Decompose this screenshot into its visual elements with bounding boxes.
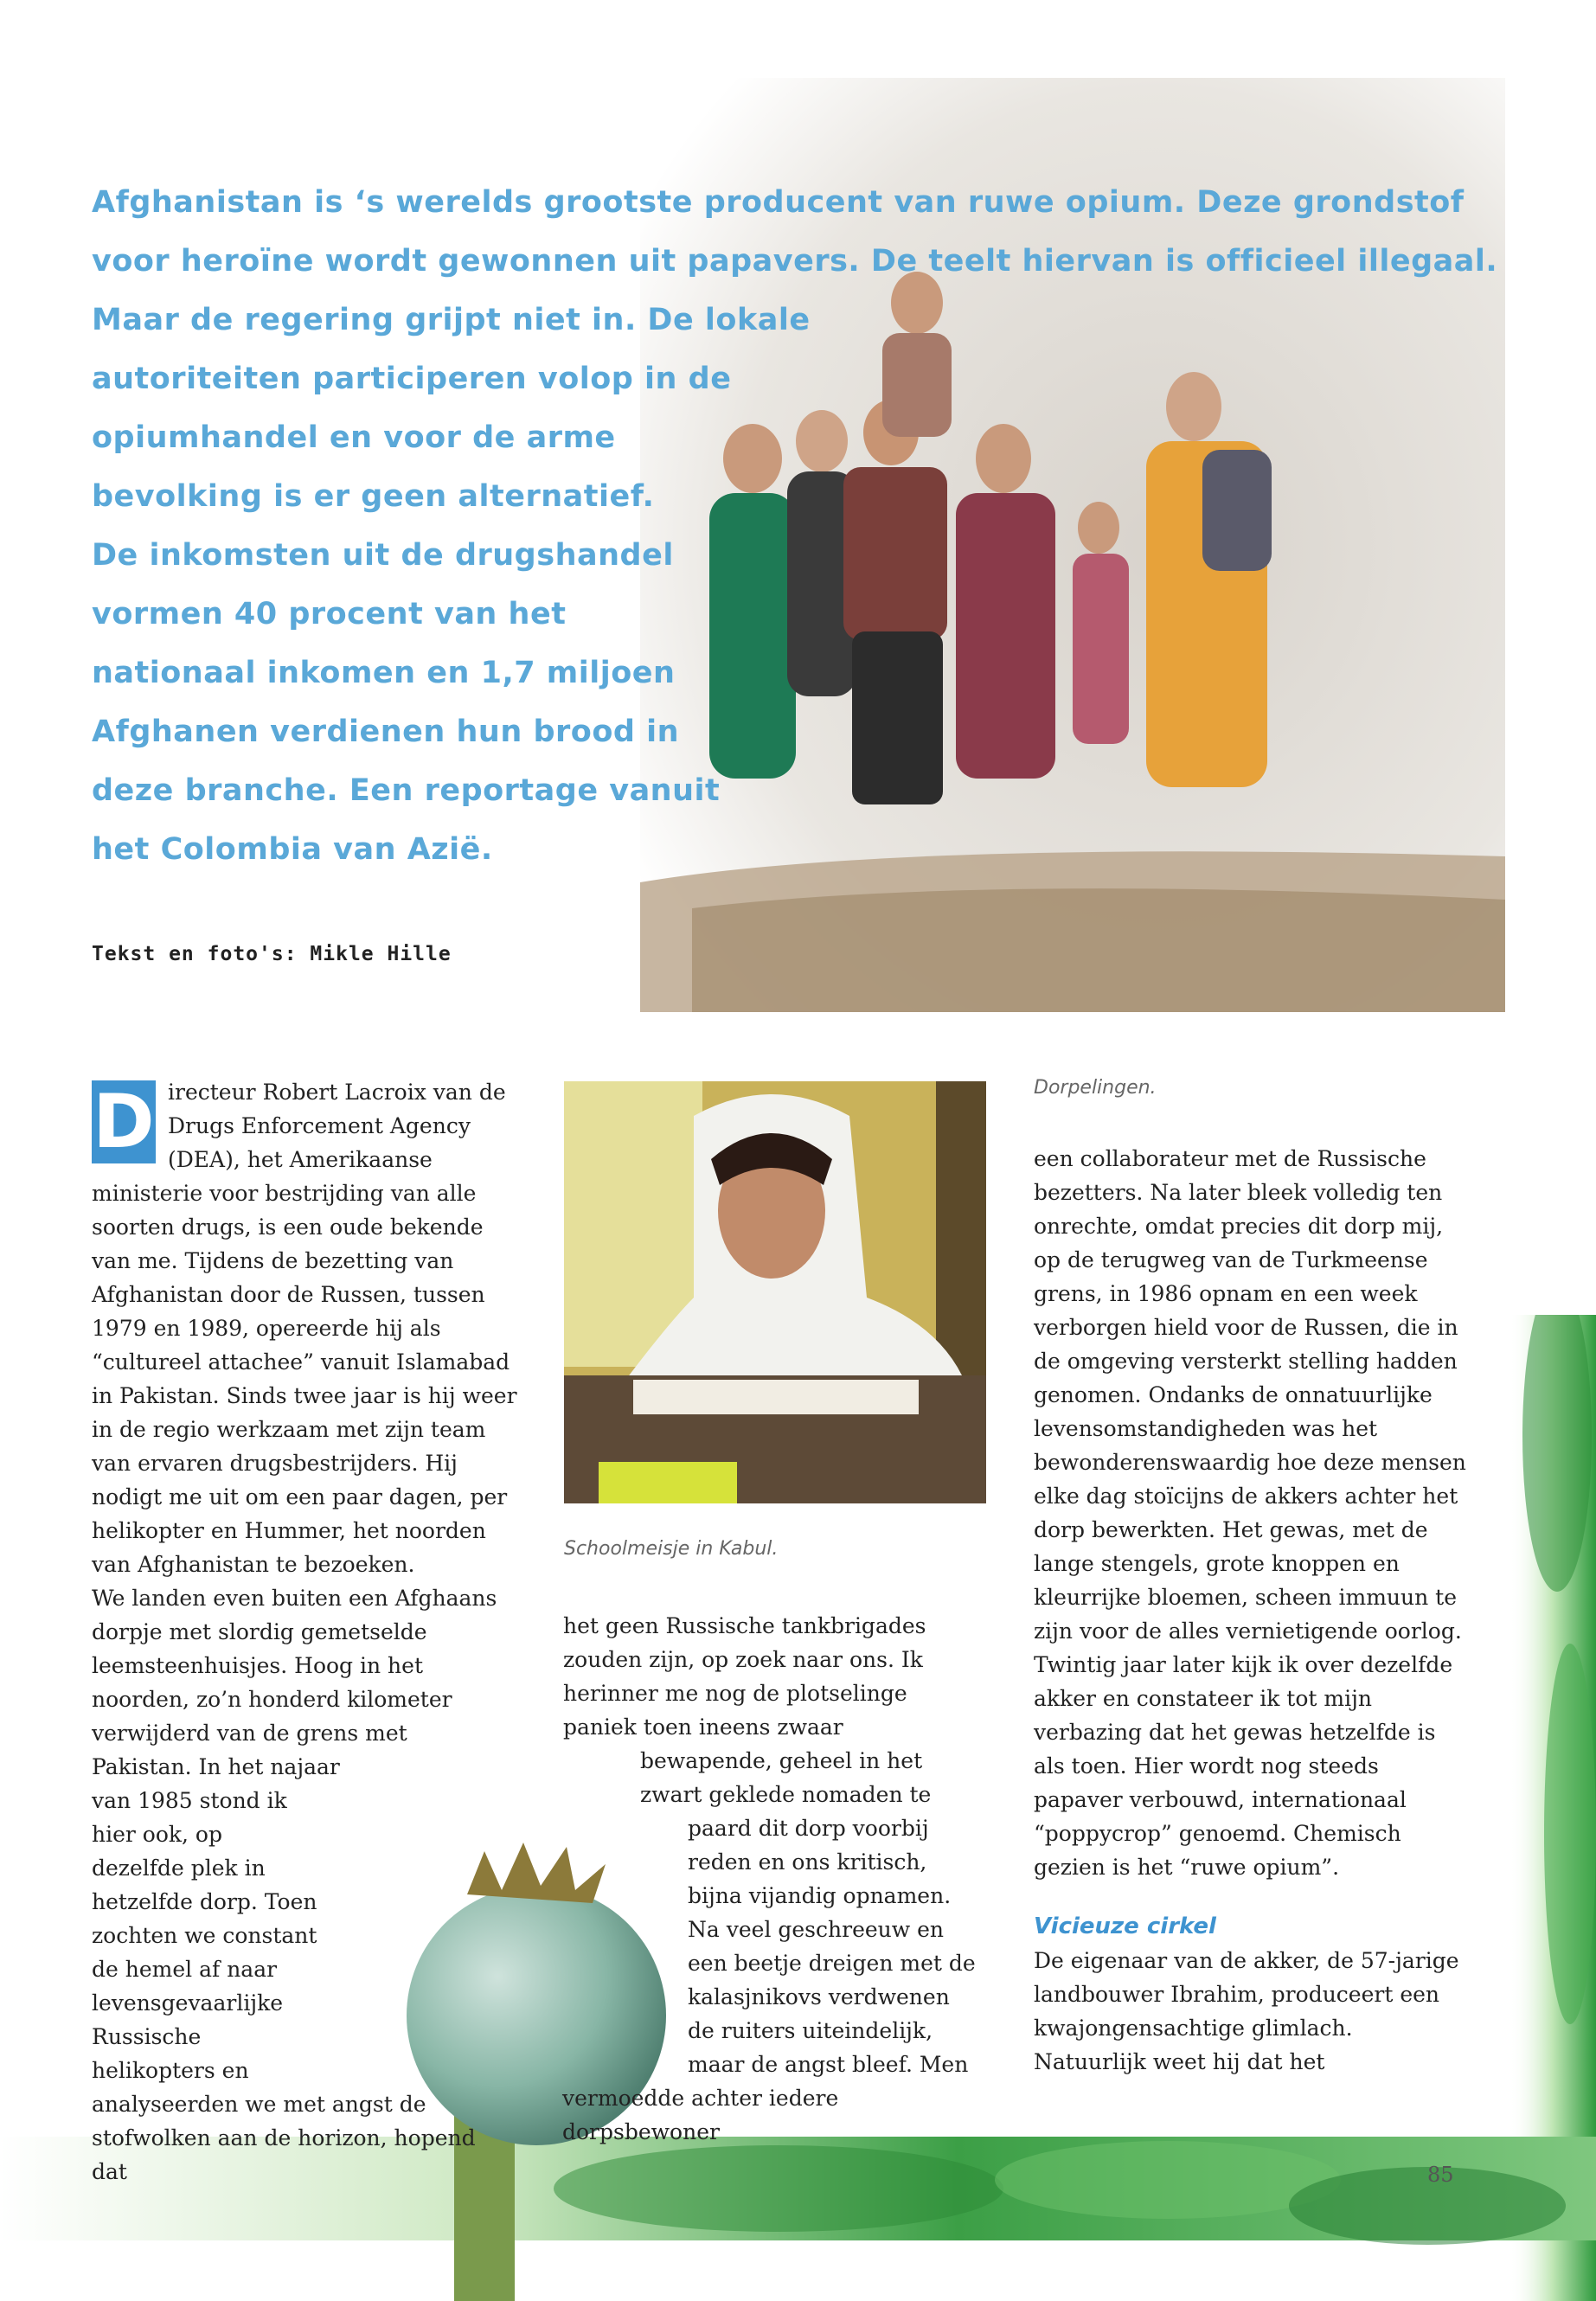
wrap-spacer [465,1746,517,1779]
article-column-1 [92,1075,517,2189]
paragraph: We landen even buiten een Afghaans dorpje met slordig gemetselde leemsteenhuisjes. Hoog in het noorden, zo’n honderd kilometer verwijderd van de grens met Pakistan. In het najaar van 1985 stond ik hier ook, op dezelfde plek in hetzelfde dorp. Toen zochten we constant de hemel af naar levensgevaarlijke Russische helikopters en analyseerden we met angst de stofwolken aan de horizon, hopend dat [92,1586,497,2184]
intro-line: De inkomsten uit de drugshandel [92,538,674,573]
intro-line: voor heroïne wordt gewonnen uit papavers. De teelt hiervan is officieel illegaal. [92,244,1498,279]
intro-text [92,173,1498,879]
intro-line: bevolking is er geen alternatief. [92,479,655,514]
intro-line: Afghanistan is ‘s werelds grootste producent van ruwe opium. Deze grondstof [92,185,1465,220]
schoolgirl-photo [564,1081,986,1503]
paragraph: irecteur Robert Lacroix van de Drugs Enforcement Agency (DEA), het Amerikaanse ministerie voor bestrijding van alle soorten drugs, is een oude bekende van me. Tijdens de bezetting van Afghanistan door de Russen, tussen 1979 en 1989, opereerde hij als “cultureel attachee” vanuit Islamabad in Pakistan. Sinds twee jaar is hij weer in de regio werkzaam met zijn team van ervaren drugsbestrijders. Hij nodigt me uit om een paar dagen, per helikopter en Hummer, het noorden van Afghanistan te bezoeken. [92,1080,517,1577]
article-column-3 [1034,1142,1466,2079]
intro-line: het Colombia van Azië. [92,832,493,867]
paragraph: De eigenaar van de akker, de 57-jarige landbouwer Ibrahim, produceert een kwajongensachtige glimlach. Natuurlijk weet hij dat het [1034,1948,1459,2074]
intro-line: Maar de regering grijpt niet in. De lokale [92,303,811,337]
intro-line: opiumhandel en voor de arme [92,420,616,455]
intro-line: deze branche. Een reportage vanuit [92,773,721,808]
subheading: Vicieuze cirkel [1034,1913,1216,1939]
paragraph: een collaborateur met de Russische bezetters. Na later bleek volledig ten onrechte, omdat precies dit dorp mij, op de terugweg van de Turkmeense grens, in 1986 opnam en een week verborgen hield voor de Russen, die in de omgeving versterkt stelling hadden genomen. Ondanks de onnatuurlijke levensomstandigheden was het bewonderenswaardig hoe deze mensen elke dag stoïcijns de akkers achter het dorp bewerkten. Het gewas, met de lange stengels, grote knoppen en kleurrijke bloemen, scheen immuun te zijn voor de alles vernietigende oorlog. Twintig jaar later kijk ik over dezelfde akker en constateer ik tot mijn verbazing dat het gewas hetzelfde is als toen. Hier wordt nog steeds papaver verbouwd, internationaal “poppycrop” genoemd. Chemisch gezien is het “ruwe opium”. [1034,1146,1466,1880]
schoolgirl-caption: Schoolmeisje in Kabul. [564,1538,779,1560]
article-column-2 [562,1609,977,2149]
byline: Tekst en foto's: Mikle Hille [92,943,452,965]
paragraph: het geen Russische tankbrigades zouden zijn, op zoek naar ons. Ik herinner me nog de plotselinge paniek toen ineens zwaar bewapende, geheel in het zwart geklede nomaden te paard dit dorp voorbij reden en ons kritisch, bijna vijandig opnamen. Na veel geschreeuw en een beetje dreigen met de kalasjnikovs verdwenen de ruiters uiteindelijk, maar de angst bleef. Men vermoedde achter iedere dorpsbewoner [562,1613,976,2144]
intro-line: autoriteiten participeren volop in de [92,362,732,396]
wrap-spacer [509,1581,517,1746]
intro-line: Afghanen verdienen hun brood in [92,715,680,749]
wrap-spacer [362,1779,517,1813]
villagers-caption: Dorpelingen. [1034,1077,1157,1099]
wrap-spacer [562,1744,640,1811]
dropcap: D [93,1079,155,1165]
intro-line: nationaal inkomen en 1,7 miljoen [92,656,676,690]
page-number: 85 [1427,2163,1454,2187]
wrap-spacer [562,1811,688,2071]
intro-line: vormen 40 procent van het [92,597,567,631]
wrap-spacer [318,1813,517,2073]
